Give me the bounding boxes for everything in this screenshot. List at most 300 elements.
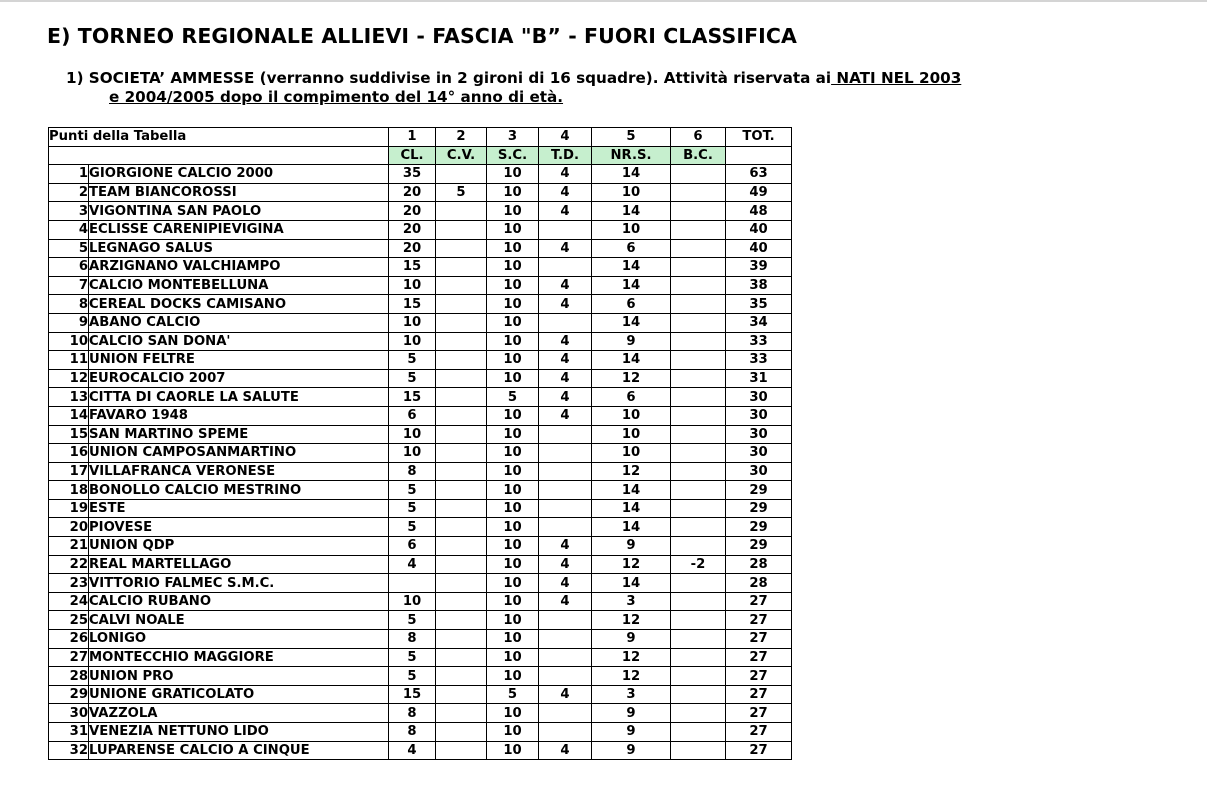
cv-points-cell — [436, 723, 487, 742]
sc-points-cell: 10 — [487, 592, 539, 611]
nrs-points-cell: 6 — [592, 388, 671, 407]
bc-points-cell — [671, 313, 726, 332]
cl-points-cell: 15 — [389, 685, 436, 704]
total-points-cell: 38 — [726, 276, 792, 295]
rank-cell: 28 — [49, 667, 89, 686]
team-name-cell: ABANO CALCIO — [89, 313, 389, 332]
rank-cell: 9 — [49, 313, 89, 332]
nrs-points-cell: 14 — [592, 258, 671, 277]
table-row — [49, 258, 792, 277]
td-points-cell — [539, 704, 592, 723]
subtitle-paragraph — [66, 69, 1176, 107]
team-name-cell: EUROCALCIO 2007 — [89, 369, 389, 388]
sc-points-cell: 10 — [487, 369, 539, 388]
cv-points-cell — [436, 667, 487, 686]
rank-cell: 13 — [49, 388, 89, 407]
table-row — [49, 202, 792, 221]
rank-cell: 30 — [49, 704, 89, 723]
cv-points-cell — [436, 258, 487, 277]
nrs-points-cell: 10 — [592, 220, 671, 239]
table-row — [49, 351, 792, 370]
rank-cell: 11 — [49, 351, 89, 370]
cl-points-cell: 6 — [389, 406, 436, 425]
td-points-cell: 4 — [539, 165, 592, 184]
td-points-cell: 4 — [539, 537, 592, 556]
rank-cell: 26 — [49, 630, 89, 649]
total-points-cell: 30 — [726, 462, 792, 481]
team-name-cell: FAVARO 1948 — [89, 406, 389, 425]
top-border-line — [0, 0, 1207, 2]
td-points-cell: 4 — [539, 592, 592, 611]
cl-points-cell: 10 — [389, 592, 436, 611]
nrs-points-cell: 10 — [592, 183, 671, 202]
sc-points-cell: 10 — [487, 741, 539, 760]
total-points-cell: 27 — [726, 630, 792, 649]
cl-points-cell: 4 — [389, 555, 436, 574]
rank-cell: 15 — [49, 425, 89, 444]
total-points-cell: 27 — [726, 741, 792, 760]
table-row — [49, 332, 792, 351]
table-row — [49, 667, 792, 686]
nrs-points-cell: 14 — [592, 481, 671, 500]
header-col-code: T.D. — [539, 146, 592, 165]
nrs-points-cell: 12 — [592, 648, 671, 667]
bc-points-cell — [671, 295, 726, 314]
table-row — [49, 685, 792, 704]
team-name-cell: GIORGIONE CALCIO 2000 — [89, 165, 389, 184]
nrs-points-cell: 3 — [592, 685, 671, 704]
total-points-cell: 29 — [726, 537, 792, 556]
nrs-points-cell: 12 — [592, 369, 671, 388]
cl-points-cell: 8 — [389, 462, 436, 481]
cl-points-cell: 5 — [389, 351, 436, 370]
total-points-cell: 29 — [726, 518, 792, 537]
total-points-cell: 27 — [726, 611, 792, 630]
cl-points-cell: 15 — [389, 388, 436, 407]
total-points-cell: 30 — [726, 388, 792, 407]
cv-points-cell — [436, 276, 487, 295]
total-points-cell: 27 — [726, 704, 792, 723]
page-title: E) TORNEO REGIONALE ALLIEVI - FASCIA "B” - FUORI CLASSIFICA — [47, 24, 798, 48]
team-name-cell: ESTE — [89, 499, 389, 518]
sc-points-cell: 10 — [487, 462, 539, 481]
td-points-cell — [539, 425, 592, 444]
cv-points-cell — [436, 295, 487, 314]
rank-cell: 14 — [49, 406, 89, 425]
team-name-cell: CITTA DI CAORLE LA SALUTE — [89, 388, 389, 407]
total-points-cell: 63 — [726, 165, 792, 184]
sc-points-cell: 10 — [487, 332, 539, 351]
subtitle-underlined-2: e 2004/2005 dopo il compimento del 14° anno di età. — [109, 88, 564, 106]
sc-points-cell: 10 — [487, 295, 539, 314]
cv-points-cell — [436, 313, 487, 332]
sc-points-cell: 10 — [487, 648, 539, 667]
bc-points-cell — [671, 723, 726, 742]
sc-points-cell: 10 — [487, 630, 539, 649]
sc-points-cell: 10 — [487, 574, 539, 593]
table-row — [49, 574, 792, 593]
sc-points-cell: 10 — [487, 667, 539, 686]
bc-points-cell — [671, 574, 726, 593]
bc-points-cell — [671, 369, 726, 388]
cv-points-cell — [436, 239, 487, 258]
nrs-points-cell: 9 — [592, 723, 671, 742]
td-points-cell: 4 — [539, 183, 592, 202]
td-points-cell — [539, 499, 592, 518]
sc-points-cell: 10 — [487, 258, 539, 277]
header-col-code: NR.S. — [592, 146, 671, 165]
td-points-cell — [539, 518, 592, 537]
bc-points-cell — [671, 351, 726, 370]
cl-points-cell: 5 — [389, 648, 436, 667]
nrs-points-cell: 14 — [592, 574, 671, 593]
table-row — [49, 444, 792, 463]
team-name-cell: PIOVESE — [89, 518, 389, 537]
rank-cell: 22 — [49, 555, 89, 574]
table-row — [49, 518, 792, 537]
table-row — [49, 220, 792, 239]
table-row — [49, 704, 792, 723]
team-name-cell: VITTORIO FALMEC S.M.C. — [89, 574, 389, 593]
rank-cell: 8 — [49, 295, 89, 314]
rank-cell: 19 — [49, 499, 89, 518]
sc-points-cell: 10 — [487, 183, 539, 202]
team-name-cell: MONTECCHIO MAGGIORE — [89, 648, 389, 667]
cl-points-cell: 35 — [389, 165, 436, 184]
cl-points-cell: 8 — [389, 704, 436, 723]
header-col-number: 6 — [671, 128, 726, 147]
header-col-number: 4 — [539, 128, 592, 147]
rank-cell: 2 — [49, 183, 89, 202]
td-points-cell — [539, 611, 592, 630]
header-empty-cell — [726, 146, 792, 165]
bc-points-cell — [671, 444, 726, 463]
sc-points-cell: 10 — [487, 444, 539, 463]
total-points-cell: 30 — [726, 444, 792, 463]
td-points-cell: 4 — [539, 388, 592, 407]
sc-points-cell: 10 — [487, 406, 539, 425]
rank-cell: 29 — [49, 685, 89, 704]
table-row — [49, 611, 792, 630]
bc-points-cell — [671, 388, 726, 407]
nrs-points-cell: 14 — [592, 499, 671, 518]
rank-cell: 20 — [49, 518, 89, 537]
cl-points-cell: 15 — [389, 258, 436, 277]
total-points-cell: 33 — [726, 332, 792, 351]
cl-points-cell: 5 — [389, 611, 436, 630]
cl-points-cell: 20 — [389, 239, 436, 258]
bc-points-cell — [671, 630, 726, 649]
rank-cell: 3 — [49, 202, 89, 221]
cl-points-cell: 10 — [389, 444, 436, 463]
table-row — [49, 183, 792, 202]
sc-points-cell: 10 — [487, 165, 539, 184]
bc-points-cell — [671, 183, 726, 202]
td-points-cell — [539, 648, 592, 667]
bc-points-cell — [671, 518, 726, 537]
td-points-cell: 4 — [539, 202, 592, 221]
rank-cell: 12 — [49, 369, 89, 388]
team-name-cell: VENEZIA NETTUNO LIDO — [89, 723, 389, 742]
nrs-points-cell: 9 — [592, 704, 671, 723]
sc-points-cell: 10 — [487, 313, 539, 332]
nrs-points-cell: 9 — [592, 630, 671, 649]
header-row-codes — [49, 146, 792, 165]
table-row — [49, 388, 792, 407]
rank-cell: 18 — [49, 481, 89, 500]
header-row-numbers — [49, 128, 792, 147]
td-points-cell: 4 — [539, 351, 592, 370]
total-points-cell: 27 — [726, 667, 792, 686]
team-name-cell: UNIONE GRATICOLATO — [89, 685, 389, 704]
cv-points-cell — [436, 332, 487, 351]
nrs-points-cell: 3 — [592, 592, 671, 611]
total-points-cell: 27 — [726, 592, 792, 611]
td-points-cell: 4 — [539, 295, 592, 314]
team-name-cell: ECLISSE CARENIPIEVIGINA — [89, 220, 389, 239]
cv-points-cell: 5 — [436, 183, 487, 202]
bc-points-cell — [671, 704, 726, 723]
team-name-cell: UNION QDP — [89, 537, 389, 556]
total-points-cell: 49 — [726, 183, 792, 202]
subtitle-line-1 — [66, 69, 1176, 88]
bc-points-cell — [671, 276, 726, 295]
cl-points-cell: 15 — [389, 295, 436, 314]
sc-points-cell: 10 — [487, 351, 539, 370]
bc-points-cell — [671, 537, 726, 556]
cv-points-cell — [436, 574, 487, 593]
table-row — [49, 462, 792, 481]
total-points-cell: 35 — [726, 295, 792, 314]
bc-points-cell — [671, 667, 726, 686]
bc-points-cell — [671, 592, 726, 611]
bc-points-cell — [671, 425, 726, 444]
rank-cell: 25 — [49, 611, 89, 630]
team-name-cell: UNION CAMPOSANMARTINO — [89, 444, 389, 463]
cl-points-cell: 5 — [389, 518, 436, 537]
team-name-cell: LUPARENSE CALCIO A CINQUE — [89, 741, 389, 760]
nrs-points-cell: 9 — [592, 741, 671, 760]
total-points-cell: 28 — [726, 574, 792, 593]
cl-points-cell: 5 — [389, 667, 436, 686]
cl-points-cell: 10 — [389, 276, 436, 295]
table-row — [49, 630, 792, 649]
header-col-code: C.V. — [436, 146, 487, 165]
bc-points-cell — [671, 611, 726, 630]
rank-cell: 21 — [49, 537, 89, 556]
bc-points-cell — [671, 239, 726, 258]
td-points-cell: 4 — [539, 555, 592, 574]
total-points-cell: 31 — [726, 369, 792, 388]
bc-points-cell — [671, 648, 726, 667]
team-name-cell: LONIGO — [89, 630, 389, 649]
td-points-cell — [539, 481, 592, 500]
bc-points-cell — [671, 165, 726, 184]
nrs-points-cell: 6 — [592, 295, 671, 314]
td-points-cell: 4 — [539, 276, 592, 295]
total-points-cell: 28 — [726, 555, 792, 574]
cv-points-cell — [436, 202, 487, 221]
sc-points-cell: 10 — [487, 704, 539, 723]
cl-points-cell: 5 — [389, 481, 436, 500]
cv-points-cell — [436, 611, 487, 630]
td-points-cell — [539, 258, 592, 277]
sc-points-cell: 10 — [487, 276, 539, 295]
table-row — [49, 313, 792, 332]
cl-points-cell: 5 — [389, 369, 436, 388]
team-name-cell: CALVI NOALE — [89, 611, 389, 630]
total-points-cell: 27 — [726, 648, 792, 667]
total-points-cell: 33 — [726, 351, 792, 370]
total-points-cell: 29 — [726, 481, 792, 500]
rank-cell: 27 — [49, 648, 89, 667]
table-row — [49, 537, 792, 556]
bc-points-cell — [671, 406, 726, 425]
nrs-points-cell: 14 — [592, 313, 671, 332]
sc-points-cell: 10 — [487, 611, 539, 630]
nrs-points-cell: 10 — [592, 444, 671, 463]
cv-points-cell — [436, 741, 487, 760]
rank-cell: 1 — [49, 165, 89, 184]
cv-points-cell — [436, 481, 487, 500]
bc-points-cell — [671, 685, 726, 704]
subtitle-line-2 — [66, 88, 1176, 107]
nrs-points-cell: 12 — [592, 611, 671, 630]
header-col-number: 1 — [389, 128, 436, 147]
cv-points-cell — [436, 425, 487, 444]
team-name-cell: CALCIO SAN DONA' — [89, 332, 389, 351]
team-name-cell: UNION FELTRE — [89, 351, 389, 370]
nrs-points-cell: 14 — [592, 165, 671, 184]
cl-points-cell: 8 — [389, 630, 436, 649]
team-name-cell: VIGONTINA SAN PAOLO — [89, 202, 389, 221]
td-points-cell: 4 — [539, 239, 592, 258]
total-points-cell: 39 — [726, 258, 792, 277]
table-row — [49, 592, 792, 611]
rank-cell: 4 — [49, 220, 89, 239]
td-points-cell: 4 — [539, 685, 592, 704]
cv-points-cell — [436, 518, 487, 537]
team-name-cell: TEAM BIANCOROSSI — [89, 183, 389, 202]
table-row — [49, 648, 792, 667]
header-col-number: 3 — [487, 128, 539, 147]
sc-points-cell: 10 — [487, 239, 539, 258]
sc-points-cell: 10 — [487, 481, 539, 500]
cv-points-cell — [436, 537, 487, 556]
nrs-points-cell: 9 — [592, 332, 671, 351]
table-row — [49, 239, 792, 258]
td-points-cell — [539, 313, 592, 332]
total-points-cell: 40 — [726, 220, 792, 239]
team-name-cell: REAL MARTELLAGO — [89, 555, 389, 574]
td-points-cell: 4 — [539, 406, 592, 425]
total-points-cell: 30 — [726, 406, 792, 425]
rank-cell: 10 — [49, 332, 89, 351]
total-points-cell: 27 — [726, 723, 792, 742]
cv-points-cell — [436, 704, 487, 723]
table-row — [49, 295, 792, 314]
team-name-cell: BONOLLO CALCIO MESTRINO — [89, 481, 389, 500]
sc-points-cell: 5 — [487, 388, 539, 407]
rank-cell: 16 — [49, 444, 89, 463]
standings-table-body — [49, 128, 792, 760]
cv-points-cell — [436, 685, 487, 704]
cl-points-cell: 6 — [389, 537, 436, 556]
header-total-label: TOT. — [726, 128, 792, 147]
sc-points-cell: 10 — [487, 537, 539, 556]
subtitle-underlined-1: NATI NEL 2003 — [831, 69, 962, 87]
total-points-cell: 30 — [726, 425, 792, 444]
bc-points-cell — [671, 220, 726, 239]
rank-cell: 32 — [49, 741, 89, 760]
cl-points-cell — [389, 574, 436, 593]
team-name-cell: CALCIO MONTEBELLUNA — [89, 276, 389, 295]
cl-points-cell: 5 — [389, 499, 436, 518]
table-row — [49, 406, 792, 425]
cv-points-cell — [436, 351, 487, 370]
cl-points-cell: 10 — [389, 332, 436, 351]
cl-points-cell: 4 — [389, 741, 436, 760]
team-name-cell: CALCIO RUBANO — [89, 592, 389, 611]
rank-cell: 31 — [49, 723, 89, 742]
nrs-points-cell: 10 — [592, 425, 671, 444]
nrs-points-cell: 12 — [592, 667, 671, 686]
cl-points-cell: 20 — [389, 202, 436, 221]
cv-points-cell — [436, 220, 487, 239]
table-row — [49, 481, 792, 500]
nrs-points-cell: 14 — [592, 351, 671, 370]
td-points-cell — [539, 220, 592, 239]
header-col-number: 5 — [592, 128, 671, 147]
bc-points-cell — [671, 481, 726, 500]
td-points-cell: 4 — [539, 574, 592, 593]
team-name-cell: LEGNAGO SALUS — [89, 239, 389, 258]
cv-points-cell — [436, 388, 487, 407]
sc-points-cell: 10 — [487, 499, 539, 518]
nrs-points-cell: 12 — [592, 462, 671, 481]
td-points-cell: 4 — [539, 369, 592, 388]
table-row — [49, 369, 792, 388]
sc-points-cell: 10 — [487, 220, 539, 239]
cl-points-cell: 10 — [389, 425, 436, 444]
td-points-cell — [539, 667, 592, 686]
cv-points-cell — [436, 648, 487, 667]
nrs-points-cell: 9 — [592, 537, 671, 556]
total-points-cell: 34 — [726, 313, 792, 332]
nrs-points-cell: 10 — [592, 406, 671, 425]
cv-points-cell — [436, 165, 487, 184]
table-row — [49, 425, 792, 444]
cv-points-cell — [436, 462, 487, 481]
subtitle-prefix: 1) SOCIETA’ AMMESSE (verranno suddivise in 2 gironi di 16 squadre). Attività riservata ai — [66, 69, 832, 87]
table-row — [49, 165, 792, 184]
header-col-code: CL. — [389, 146, 436, 165]
td-points-cell — [539, 444, 592, 463]
cv-points-cell — [436, 630, 487, 649]
table-row — [49, 499, 792, 518]
team-name-cell: CEREAL DOCKS CAMISANO — [89, 295, 389, 314]
table-row — [49, 276, 792, 295]
total-points-cell: 40 — [726, 239, 792, 258]
td-points-cell: 4 — [539, 332, 592, 351]
td-points-cell — [539, 723, 592, 742]
cl-points-cell: 8 — [389, 723, 436, 742]
team-name-cell: VILLAFRANCA VERONESE — [89, 462, 389, 481]
rank-cell: 6 — [49, 258, 89, 277]
header-col-number: 2 — [436, 128, 487, 147]
nrs-points-cell: 14 — [592, 276, 671, 295]
td-points-cell — [539, 462, 592, 481]
